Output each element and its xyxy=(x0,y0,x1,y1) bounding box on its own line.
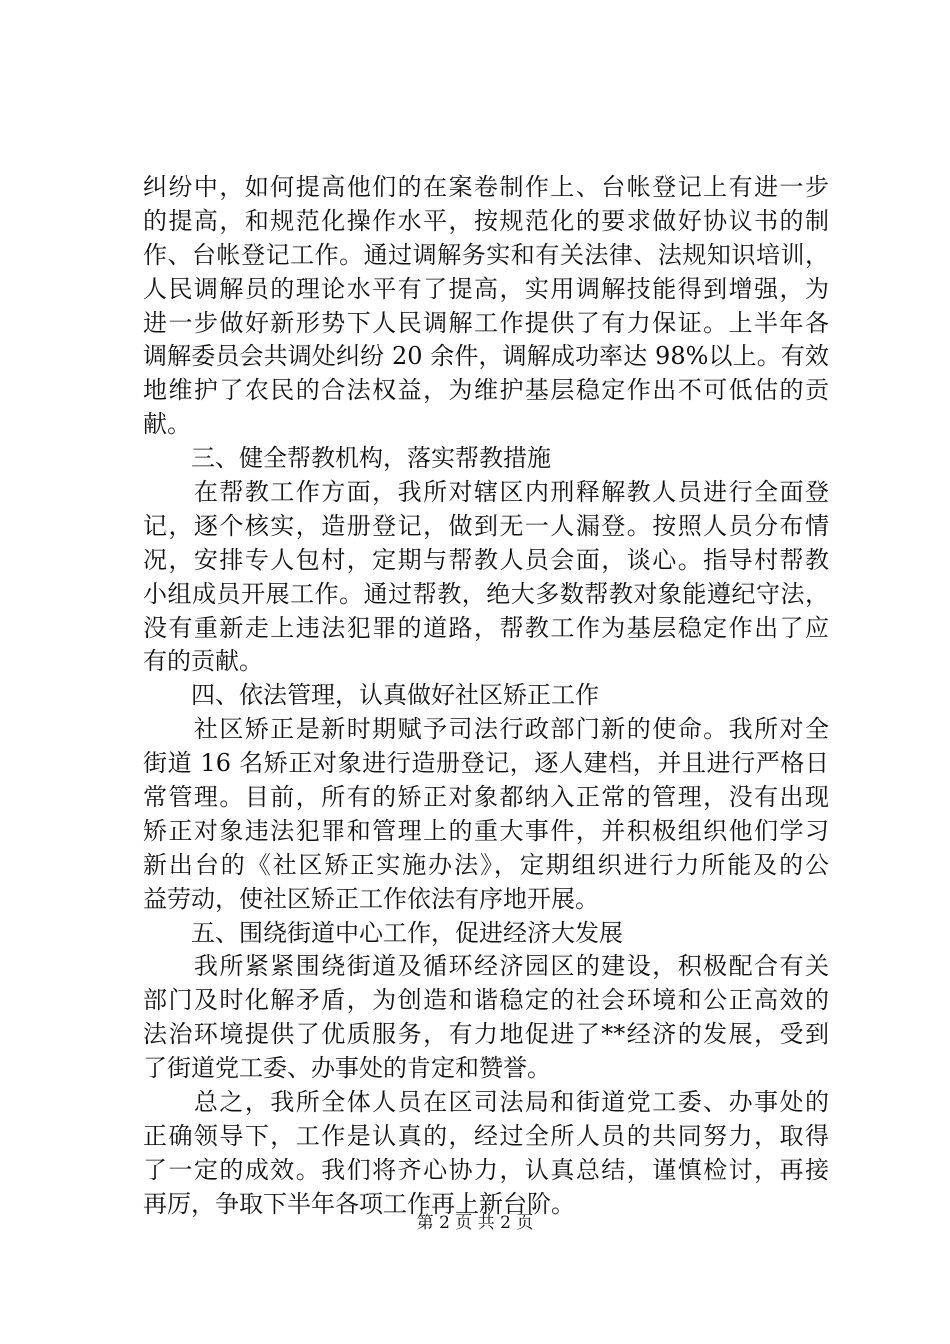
text-line: 献。 xyxy=(143,410,191,439)
text-line: 小组成员开展工作。通过帮教，绝大多数帮教对象能遵纪守法， xyxy=(143,579,829,608)
text-line: 在帮教工作方面，我所对辖区内刑释解教人员进行全面登 xyxy=(143,478,829,507)
text-line: 纠纷中，如何提高他们的在案卷制作上、台帐登记上有进一步 xyxy=(143,173,829,201)
text-line: 作、台帐登记工作。通过调解务实和有关法律、法规知识培训， xyxy=(143,240,829,269)
text-line: 正确领导下，工作是认真的，经过全所人员的共同努力，取得 xyxy=(143,1121,829,1150)
text-line: 再厉，争取下半年各项工作再上新台阶。 xyxy=(143,1189,575,1218)
text-line: 总之，我所全体人员在区司法局和街道党工委、办事处的 xyxy=(143,1088,829,1117)
text-line: 常管理。目前，所有的矫正对象都纳入正常的管理，没有出现 xyxy=(143,783,829,812)
text-line: 三、健全帮教机构，落实帮教措施 xyxy=(143,444,551,473)
text-line: 没有重新走上违法犯罪的道路，帮教工作为基层稳定作出了应 xyxy=(143,613,829,642)
text-line: 法治环境提供了优质服务，有力地促进了**经济的发展，受到 xyxy=(143,1020,829,1049)
text-line: 矫正对象违法犯罪和管理上的重大事件，并积极组织他们学习 xyxy=(143,816,829,845)
text-line: 况，安排专人包村，定期与帮教人员会面，谈心。指导村帮教 xyxy=(143,545,829,574)
text-line: 部门及时化解矛盾，为创造和谐稳定的社会环境和公正高效的 xyxy=(143,986,829,1015)
text-line: 人民调解员的理论水平有了提高，实用调解技能得到增强，为 xyxy=(143,274,829,303)
text-line: 街道 16 名矫正对象进行造册登记，逐人建档，并且进行严格日 xyxy=(143,749,829,778)
text-line: 有的贡献。 xyxy=(143,647,263,676)
text-line: 了街道党工委、办事处的肯定和赞誉。 xyxy=(143,1054,551,1083)
text-line: 了一定的成效。我们将齐心协力，认真总结，谨慎检讨，再接 xyxy=(143,1155,829,1184)
text-line: 我所紧紧围绕街道及循环经济园区的建设，积极配合有关 xyxy=(143,952,829,981)
text-line: 新出台的《社区矫正实施办法》，定期组织进行力所能及的公 xyxy=(143,850,829,879)
text-line: 社区矫正是新时期赋予司法行政部门新的使命。我所对全 xyxy=(143,715,829,744)
page-footer: 第 2 页 共 2 页 xyxy=(416,1213,534,1233)
text-line: 地维护了农民的合法权益，为维护基层稳定作出不可低估的贡 xyxy=(143,376,829,405)
body-text xyxy=(143,171,829,1222)
text-line: 五、围绕街道中心工作，促进经济大发展 xyxy=(143,918,623,947)
text-line: 调解委员会共调处纠纷 20 余件，调解成功率达 98%以上。有效 xyxy=(143,342,829,371)
text-line: 四、依法管理，认真做好社区矫正工作 xyxy=(143,681,599,710)
text-line: 的提高，和规范化操作水平，按规范化的要求做好协议书的制 xyxy=(143,206,829,235)
text-line: 记，逐个核实，造册登记，做到无一人漏登。按照人员分布情 xyxy=(143,511,829,540)
text-line: 进一步做好新形势下人民调解工作提供了有力保证。上半年各 xyxy=(143,308,829,337)
text-line: 益劳动，使社区矫正工作依法有序地开展。 xyxy=(143,884,599,913)
